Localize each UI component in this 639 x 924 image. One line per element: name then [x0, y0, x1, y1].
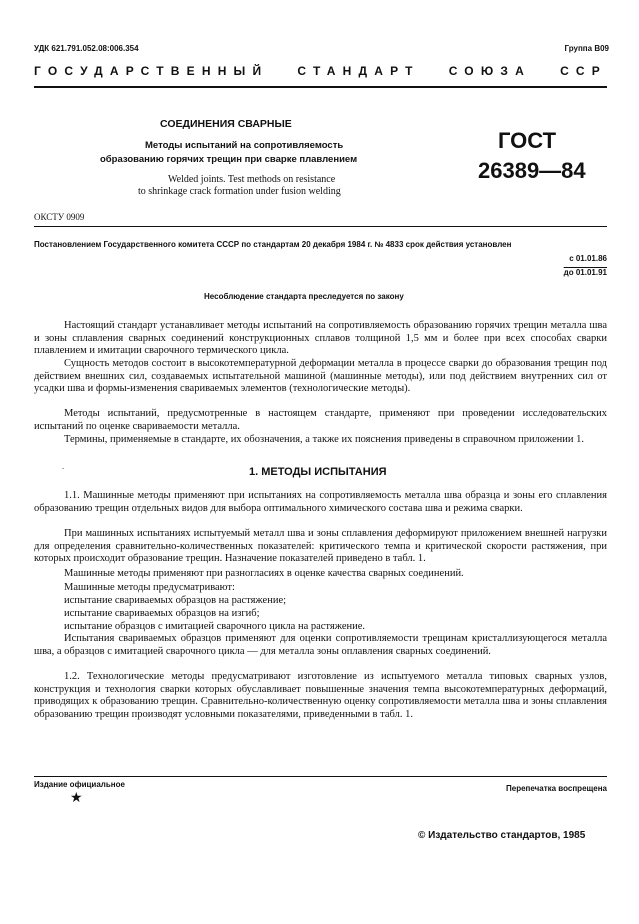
clause-1-1: 1.1. Машинные методы применяют при испытаниях на сопротивляемость металла шва образца и зоны его сплавления образованию трещин отдельных видов для выбора оптимального химического состава шва и режима сварки.: [34, 490, 607, 514]
gost-number: 26389—84: [478, 158, 586, 183]
list-item: испытание свариваемых образцов на изгиб;: [64, 608, 260, 619]
section-1-title: 1. МЕТОДЫ ИСПЫТАНИЯ: [249, 466, 387, 478]
banner-word-union: СОЮЗА: [448, 64, 531, 78]
star-icon: ★: [70, 791, 83, 806]
document-subtitle-line2: образованию горячих трещин при сварке плавлением: [100, 154, 358, 165]
gost-label: ГОСТ: [498, 128, 557, 153]
legal-warning: Несоблюдение стандарта преследуется по закону: [204, 292, 404, 301]
document-title: СОЕДИНЕНИЯ СВАРНЫЕ: [160, 118, 292, 130]
banner-word-standard: СТАНДАРТ: [297, 64, 420, 78]
footer-divider: [34, 776, 607, 777]
intro-paragraph-2: Сущность методов состоит в высокотемпературной деформации металла в процессе сварки до образования трещин под действием внешних сил, создаваемых испытательной машиной (машинные методы), или под действием внутренних сил от усадки шва и формы-изменения свариваемых элементов (технологические методы).: [34, 358, 607, 395]
top-divider: [34, 86, 607, 88]
intro-paragraph-3: Методы испытаний, предусмотренные в настоящем стандарте, применяют при проведении исследовательских испытаний по оценке свариваемости металла.: [34, 408, 607, 432]
state-standard-banner: [34, 64, 607, 78]
middle-divider: [34, 226, 607, 227]
decree-text: Постановлением Государственного комитета СССР по стандартам 20 декабря 1984 г. № 4833 срок действия установлен: [34, 240, 512, 249]
okstu-code: ОКСТУ 0909: [34, 212, 85, 222]
banner-word-state: ГОСУДАРСТВЕННЫЙ: [34, 64, 269, 78]
provide-paragraph: Машинные методы предусматривают:: [64, 582, 235, 593]
clause-1-2: 1.2. Технологические методы предусматривают изготовление из испытуемого металла типовых сварных узлов, конструкция и технология сварки которых обуславливает повышенные значения темпа высокотемпературных деформаций, приводящих к образованию трещин. Сравнительно-количественную оценку сопротивляемости металла шва и зоны сплавления образованию трещин производят условными показателями, приведенными в табл. 1.: [34, 671, 607, 720]
list-item: испытание свариваемых образцов на растяжение;: [64, 595, 287, 606]
intro-paragraph-4: Термины, применяемые в стандарте, их обозначения, а также их пояснения приведены в справочном приложении 1.: [64, 434, 585, 445]
udk-code: УДК 621.791.052.08:006.354: [34, 44, 139, 53]
official-edition: Издание официальное: [34, 780, 125, 789]
document-subtitle-line1: Методы испытаний на сопротивляемость: [145, 140, 344, 151]
disputes-paragraph: Машинные методы применяют при разногласиях в оценке качества сварных соединений.: [64, 568, 464, 579]
english-title-line2: to shrinkage crack formation under fusion welding: [138, 186, 341, 197]
reprint-prohibited: Перепечатка воспрещена: [506, 784, 607, 793]
valid-since: с 01.01.86: [569, 254, 607, 263]
group-code: Группа В09: [564, 44, 609, 53]
copyright: © Издательство стандартов, 1985: [418, 830, 586, 841]
margin-dot: .: [62, 462, 64, 471]
intro-paragraph-1: Настоящий стандарт устанавливает методы испытаний на сопротивляемость образованию горячих трещин металла шва и зоны сплавления сварных соединений конструкционных сплавов толщиной 1,5 мм и более при всех способах сварки плавлением и имитации сварочного термического цикла.: [34, 320, 607, 357]
banner-word-ssr: ССР: [560, 64, 607, 78]
valid-until: до 01.01.91: [563, 268, 607, 277]
tests-paragraph: Испытания свариваемых образцов применяют для оценки сопротивляемости трещинам кристаллизующегося металла шва, а образцов с имитацией сварочного цикла — для металла зоны оплавления сварных соединений.: [34, 633, 607, 657]
english-title-line1: Welded joints. Test methods on resistance: [168, 174, 336, 185]
machine-tests-paragraph: При машинных испытаниях испытуемый металл шва и зоны сплавления деформируют приложением внешней нагрузки для определения сравнительно-количественных показателей: критического темпа и критической скорости растяжения, при которых происходит образование трещин. Назначение показателей приведено в табл. 1.: [34, 528, 607, 565]
list-item: испытание образцов с имитацией сварочного цикла на растяжение.: [64, 621, 366, 632]
